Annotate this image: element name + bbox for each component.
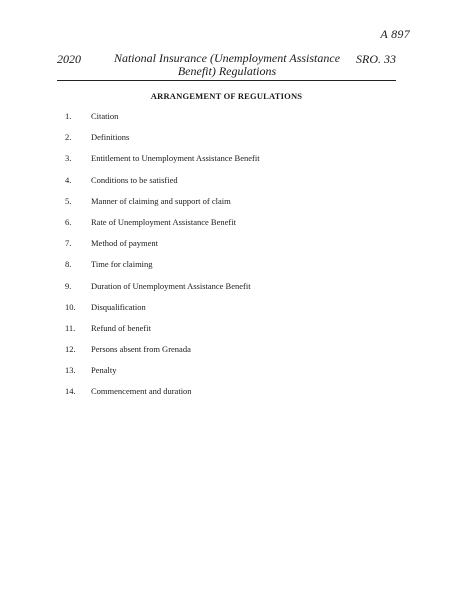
list-item: [65, 238, 395, 259]
list-item: [65, 196, 395, 217]
regulation-list: [65, 111, 395, 408]
list-item: [65, 175, 395, 196]
regulation-title: Conditions to be satisfied: [91, 174, 178, 185]
list-item: [65, 386, 395, 407]
arrangement-heading: ARRANGEMENT OF REGULATIONS: [150, 91, 303, 101]
list-item: [65, 217, 395, 238]
regulation-number: 2.: [65, 132, 72, 143]
page-number: A 897: [380, 27, 410, 41]
regulation-number: 7.: [65, 238, 72, 249]
list-item: [65, 344, 395, 365]
header-title: [107, 52, 347, 78]
regulation-number: 11.: [65, 322, 76, 333]
regulation-number: 10.: [65, 301, 76, 312]
list-item: [65, 323, 395, 344]
header-title-line-1: National Insurance (Unemployment Assistance: [113, 51, 341, 65]
list-item: [65, 365, 395, 386]
regulation-number: 4.: [65, 174, 72, 185]
regulation-number: 9.: [65, 280, 72, 291]
regulation-number: 1.: [65, 111, 72, 121]
regulation-title: Rate of Unemployment Assistance Benefit: [91, 216, 236, 227]
regulation-title: Commencement and duration: [91, 386, 192, 397]
regulation-number: 5.: [65, 195, 72, 206]
regulation-title: Manner of claiming and support of claim: [91, 195, 231, 206]
regulation-title: Persons absent from Grenada: [91, 344, 191, 355]
header-title-line-2: Benefit) Regulations: [177, 64, 277, 78]
list-item: [65, 153, 395, 174]
header-divider: [57, 80, 396, 81]
list-item: [65, 132, 395, 153]
regulation-title: Refund of benefit: [91, 322, 151, 333]
regulation-number: 3.: [65, 153, 72, 164]
regulation-number: 6.: [65, 216, 72, 227]
regulation-title: Entitlement to Unemployment Assistance Benefit: [91, 153, 260, 164]
header-year: 2020: [57, 52, 81, 66]
regulation-number: 8.: [65, 259, 72, 270]
list-item: [65, 281, 395, 302]
regulation-title: Penalty: [91, 365, 117, 376]
regulation-number: 13.: [65, 365, 76, 376]
regulation-title: Time for claiming: [91, 259, 153, 270]
list-item: [65, 302, 395, 323]
list-item: [65, 259, 395, 280]
regulation-title: Citation: [91, 111, 119, 121]
list-item: [65, 111, 395, 132]
header-sro-number: SRO. 33: [356, 52, 396, 66]
regulation-number: 14.: [65, 386, 76, 397]
running-header: [57, 52, 396, 80]
regulation-title: Method of payment: [91, 238, 159, 249]
regulation-title: Definitions: [91, 132, 130, 143]
regulation-title: Disqualification: [91, 301, 146, 312]
regulation-number: 12.: [65, 344, 76, 355]
regulation-title: Duration of Unemployment Assistance Benefit: [91, 280, 251, 291]
